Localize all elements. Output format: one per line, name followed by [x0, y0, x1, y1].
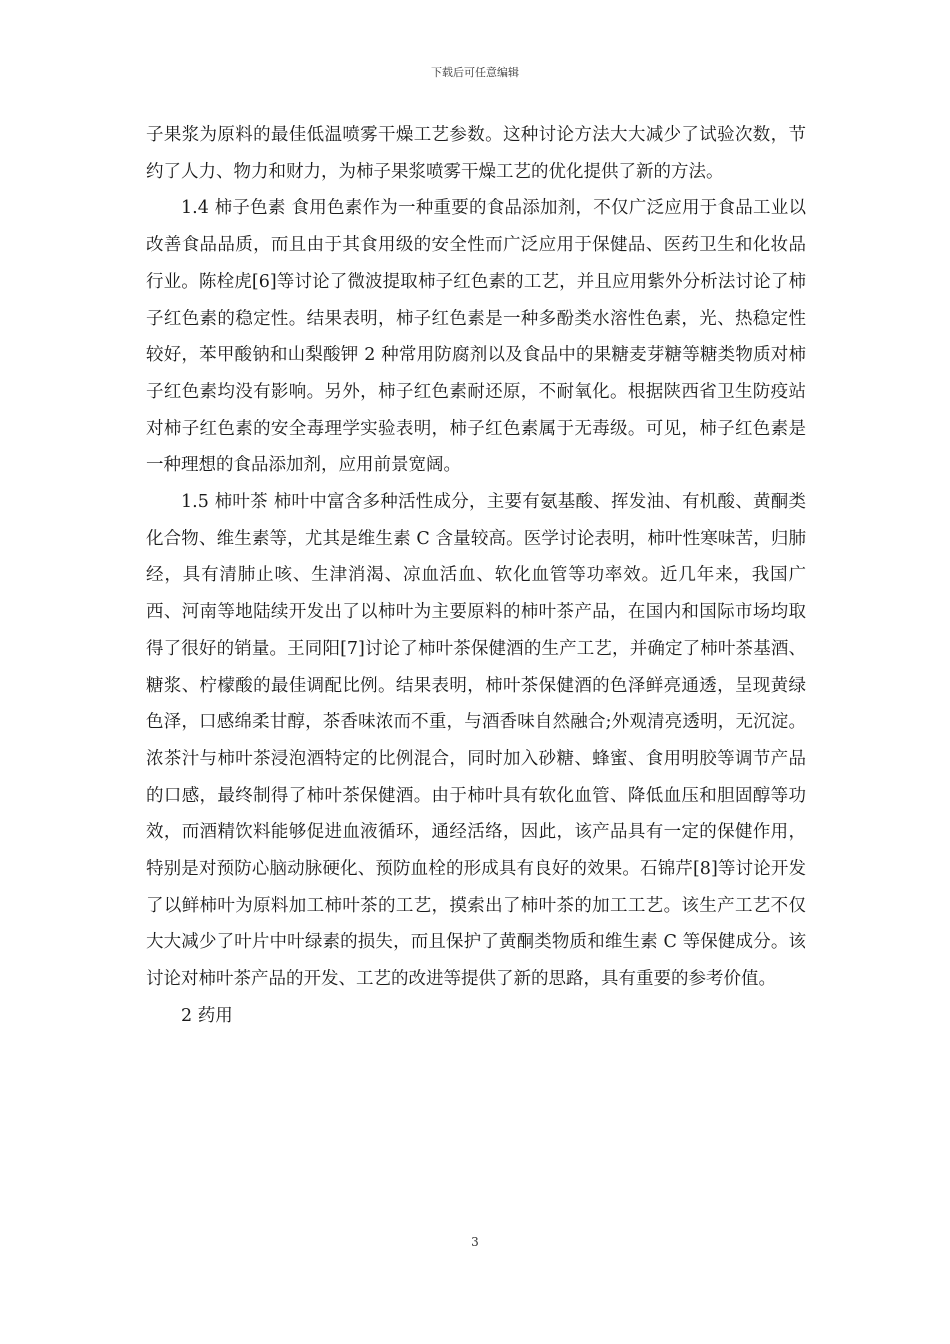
paragraph-persimmon-pigment: 1.4 柿子色素 食用色素作为一种重要的食品添加剂，不仅广泛应用于食品工业以改善食品品质，而且由于其食用级的安全性而广泛应用于保健品、医药卫生和化妆品行业。陈栓虎[6]等讨论了微波提取柿子红色素的工艺，并且应用紫外分析法讨论了柿子红色素的稳定性。结果表明，柿子红色素是一种多酚类水溶性色素，光、热稳定性较好，苯甲酸钠和山梨酸钾 2 种常用防腐剂以及食品中的果糖麦芽糖等糖类物质对柿子红色素均没有影响。另外，柿子红色素耐还原，不耐氧化。根据陕西省卫生防疫站对柿子红色素的安全毒理学实验表明，柿子红色素属于无毒级。可见，柿子红色素是一种理想的食品添加剂，应用前景宽阔。: [146, 198, 806, 476]
document-body: [146, 117, 806, 1035]
paragraph-persimmon-leaf-tea: 1.5 柿叶茶 柿叶中富含多种活性成分，主要有氨基酸、挥发油、有机酸、黄酮类化合物、维生素等，尤其是维生素 C 含量较高。医学讨论表明，柿叶性寒味苦，归肺经，具有清肺止咳、生津消渴、凉血活血、软化血管等功率效。近几年来，我国广西、河南等地陆续开发出了以柿叶为主要原料的柿叶茶产品，在国内和国际市场均取得了很好的销量。王同阳[7]讨论了柿叶茶保健酒的生产工艺，并确定了柿叶茶基酒、糖浆、柠檬酸的最佳调配比例。结果表明，柿叶茶保健酒的色泽鲜亮通透，呈现黄绿色泽，口感绵柔甘醇，茶香味浓而不重，与酒香味自然融合;外观清亮透明，无沉淀。浓茶汁与柿叶茶浸泡酒特定的比例混合，同时加入砂糖、蜂蜜、食用明胶等调节产品的口感，最终制得了柿叶茶保健酒。由于柿叶具有软化血管、降低血压和胆固醇等功效，而酒精饮料能够促进血液循环，通经活络，因此，该产品具有一定的保健作用，特别是对预防心脑动脉硬化、预防血栓的形成具有良好的效果。石锦芹[8]等讨论开发了以鲜柿叶为原料加工柿叶茶的工艺，摸索出了柿叶茶的加工工艺。该生产工艺不仅大大减少了叶片中叶绿素的损失，而且保护了黄酮类物质和维生素 C 等保健成分。该讨论对柿叶茶产品的开发、工艺的改进等提供了新的思路，具有重要的参考价值。: [146, 492, 806, 990]
section-heading-medicinal: 2 药用: [181, 1005, 233, 1026]
page-number: 3: [471, 1235, 479, 1249]
paragraph-continuation: 子果浆为原料的最佳低温喷雾干燥工艺参数。这种讨论方法大大减少了试验次数，节约了人力、物力和财力，为柿子果浆喷雾干燥工艺的优化提供了新的方法。: [146, 125, 806, 182]
page-header: 下载后可任意编辑: [431, 66, 519, 79]
